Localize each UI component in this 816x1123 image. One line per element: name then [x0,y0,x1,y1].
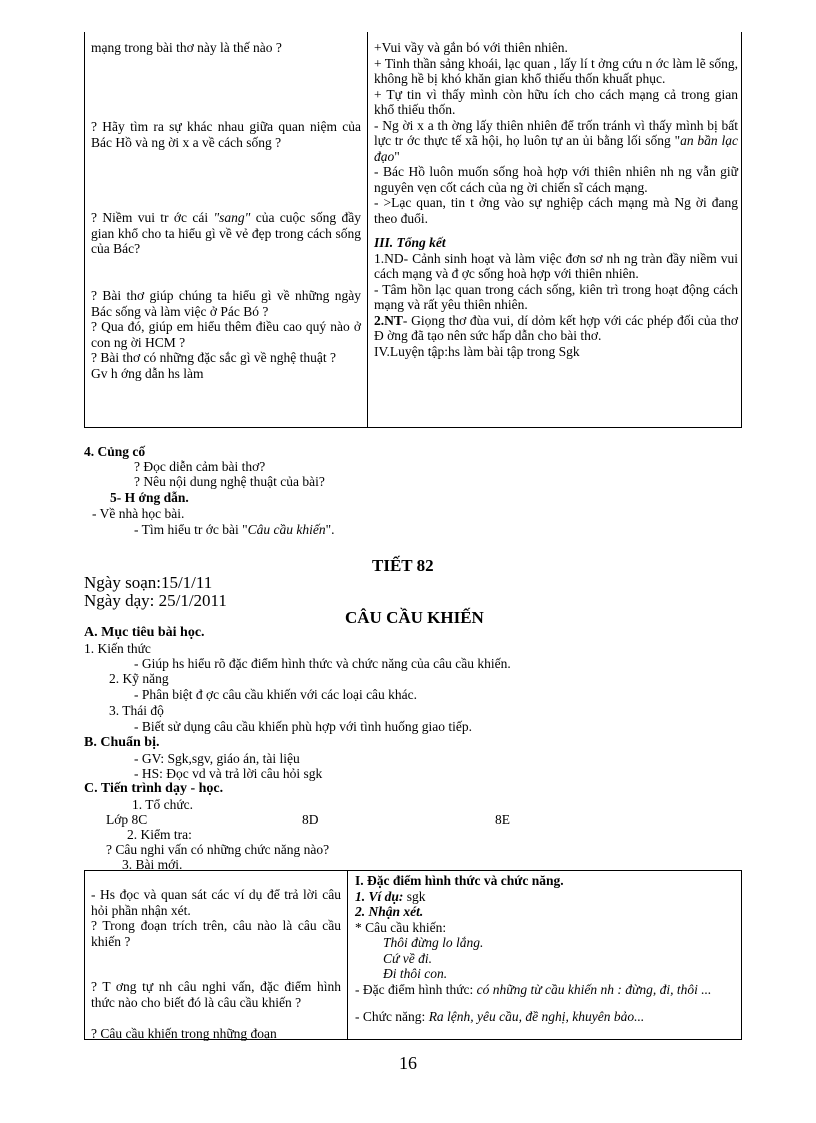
lesson-number: TIẾT 82 [372,556,434,575]
question-part: của cuộc sống đầy gian khổ cho ta hiểu gì về vẻ đẹp trong cách sống của Bác? [91,210,361,256]
table2-right [355,873,738,1025]
teach-date: Ngày dạy: 25/1/2011 [84,591,227,610]
question-text: ? Qua đó, giúp em hiểu thêm điều cao quý nào ở con ng ời HCM ? [91,319,361,350]
objective-text: - Phân biệt đ ợc câu cầu khiến với các loại câu khác. [134,687,418,702]
objective-text: - Biết sử dụng câu cầu khiến phù hợp với tình huống giao tiếp. [134,719,473,734]
question-text [91,210,361,257]
section-heading: I. Đặc điểm hình thức và chức năng. [355,873,564,888]
objective-label: 2. Kỹ năng [109,671,169,686]
class-label: Lớp 8C [106,812,148,827]
preparation-item: - HS: Đọc vd và trả lời câu hỏi sgk [134,766,323,781]
homework-item [134,522,335,538]
question-part: ? Niềm vui tr ớc cái [91,210,214,225]
answer-part: - Ng ời x a th ờng lấy thiên nhiên để trốn tránh vì thấy mình bị bất lực tr ớc thực tế xã hội, họ luôn tự an ủi bằng lối sống " [374,117,738,148]
question-text: ? Trong đoạn trích trên, câu nào là câu cầu khiến ? [91,918,341,949]
question-quote: "sang" [213,210,251,225]
answer-text: - Tâm hồn lạc quan trong cách sống, kiên trì trong hoạt động cách mạng và rất yêu thiên nhiên. [374,281,738,312]
section-c-heading: C. Tiến trình dạy - học. [84,781,224,796]
table2-left-3 [91,1026,341,1042]
question-text: ? T ơng tự nh câu nghi vấn, đặc điểm hình thức nào cho biết đó là câu cầu khiến ? [91,979,341,1010]
column-divider [347,871,348,1039]
table1-left-2 [91,119,361,150]
example-sentence: Thôi đừng lo lắng. [383,935,484,950]
homework-part: - Tìm hiểu tr ớc bài " [134,522,248,537]
answer-emphasis: có những từ cầu khiến nh : đừng, đi, thôi ... [476,981,712,997]
answer-text: 1.ND- Cảnh sinh hoạt và làm việc đơn sơ nh ng tràn đầy niềm vui cách mạng và đ ợc sống hoà hợp với thiên nhiên. [374,250,738,281]
table1-left-1 [91,40,361,56]
section-heading: III. Tổng kết [374,235,446,250]
preparation-item: - GV: Sgk,sgv, giáo án, tài liệu [134,751,300,766]
prep-date: Ngày soạn:15/1/11 [84,573,213,592]
cungco-question: ? Nêu nội dung nghệ thuật của bài? [134,474,325,489]
huongdan-heading: 5- H ớng dẫn. [110,490,189,505]
answer-text: + Tự tin vì thấy mình còn hữu ích cho cách mạng cả trong gian khổ thiếu thốn. [374,86,738,117]
question-text: mạng trong bài thơ này là thế nào ? [91,40,282,55]
example-sentence: Cứ về đi. [383,950,432,966]
answer-text: +Vui vầy và gắn bó với thiên nhiên. [374,40,568,55]
example-sentence: Đi thôi con. [383,966,448,981]
answer-text [374,313,738,344]
table1-right [374,40,738,359]
cungco-heading: 4. Củng cố [84,444,146,459]
answer-text: * Câu cầu khiến: [355,919,447,935]
step-label: 2. Kiểm tra: [127,827,192,842]
class-label: 8E [495,812,510,827]
table2-left-2 [91,979,341,1010]
step-label: 3. Bài mới. [122,857,183,872]
answer-text [355,1009,738,1025]
activity-text: - Hs đọc và quan sát các ví dụ để trả lời câu hỏi phần nhận xét. [91,887,341,918]
column-divider [367,32,368,427]
activity-table-bottom [84,870,742,1040]
section-a-heading: A. Mục tiêu bài học. [84,625,205,640]
answer-part: " [394,148,400,164]
homework-item: - Về nhà học bài. [92,506,185,521]
objective-label: 3. Thái độ [109,703,164,718]
answer-text: - Bác Hồ luôn muốn sống hoà hợp với thiên nhiên nh ng vẫn giữ nguyên vẹn cốt cách của ng ời chiến sĩ cách mạng. [374,164,738,195]
subsection-heading: 2. Nhận xét. [355,904,424,919]
class-label: 8D [302,812,319,827]
question-text: ? Hãy tìm ra sự khác nhau giữa quan niệm của Bác Hồ và ng ời x a về cách sống ? [91,119,361,150]
answer-text [374,118,738,165]
answer-label: 2.NT [374,312,403,328]
answer-emphasis: Ra lệnh, yêu cầu, đề nghị, khuyên bảo... [428,1009,645,1024]
page-number: 16 [399,1053,417,1073]
homework-lesson: Câu cầu khiến [247,522,326,537]
answer-part: - Đặc điểm hình thức: [355,981,477,997]
answer-label: 1. Ví dụ: [355,888,404,904]
answer-part: - Chức năng: [355,1009,429,1024]
answer-quote: an bần lạc đạo [374,133,738,164]
answer-part: sgk [403,888,426,904]
objective-label: 1. Kiến thức [84,641,151,656]
answer-part: - Giọng thơ đùa vui, dí dỏm kết hợp với các phép đối của thơ Đ ờng đã tạo nên sức hấp dẫn cho bài thơ. [374,312,738,343]
answer-text: - >Lạc quan, tin t ởng vào sự nghiệp cách mạng mà Ng ời đang theo đuổi. [374,195,738,226]
table2-left [91,887,341,949]
cungco-question: ? Đọc diễn cảm bài thơ? [134,459,266,474]
question-text: ? Bài thơ có những đặc sắc gì về nghệ thuật ? [91,350,337,365]
lesson-title: CÂU CẦU KHIẾN [345,608,484,627]
section-b-heading: B. Chuẩn bị. [84,735,160,750]
answer-text: IV.Luyện tập:hs làm bài tập trong Sgk [374,343,580,359]
objective-text: - Giúp hs hiểu rõ đặc điểm hình thức và chức năng của câu cầu khiến. [134,656,511,671]
answer-text [355,889,738,905]
guidance-text: Gv h ớng dẫn hs làm [91,365,204,381]
table1-left-4 [91,288,361,381]
question-text: ? Câu cầu khiến trong những đoạn [91,1026,277,1041]
step-label: 1. Tổ chức. [132,797,194,812]
review-question: ? Câu nghi vấn có những chức năng nào? [106,842,330,857]
answer-text [355,982,738,998]
table1-left-3 [91,210,361,257]
question-text: ? Bài thơ giúp chúng ta hiểu gì về những ngày Bác sống và làm việc ở Pác Bó ? [91,288,361,319]
homework-part: ". [325,522,335,537]
answer-text: + Tinh thần sảng khoái, lạc quan , lấy lí t ởng cứu n ớc làm lẽ sống, không hề bị khó khăn gian khổ thiếu thốn khuất phục. [374,55,738,86]
activity-table-top [84,32,742,428]
